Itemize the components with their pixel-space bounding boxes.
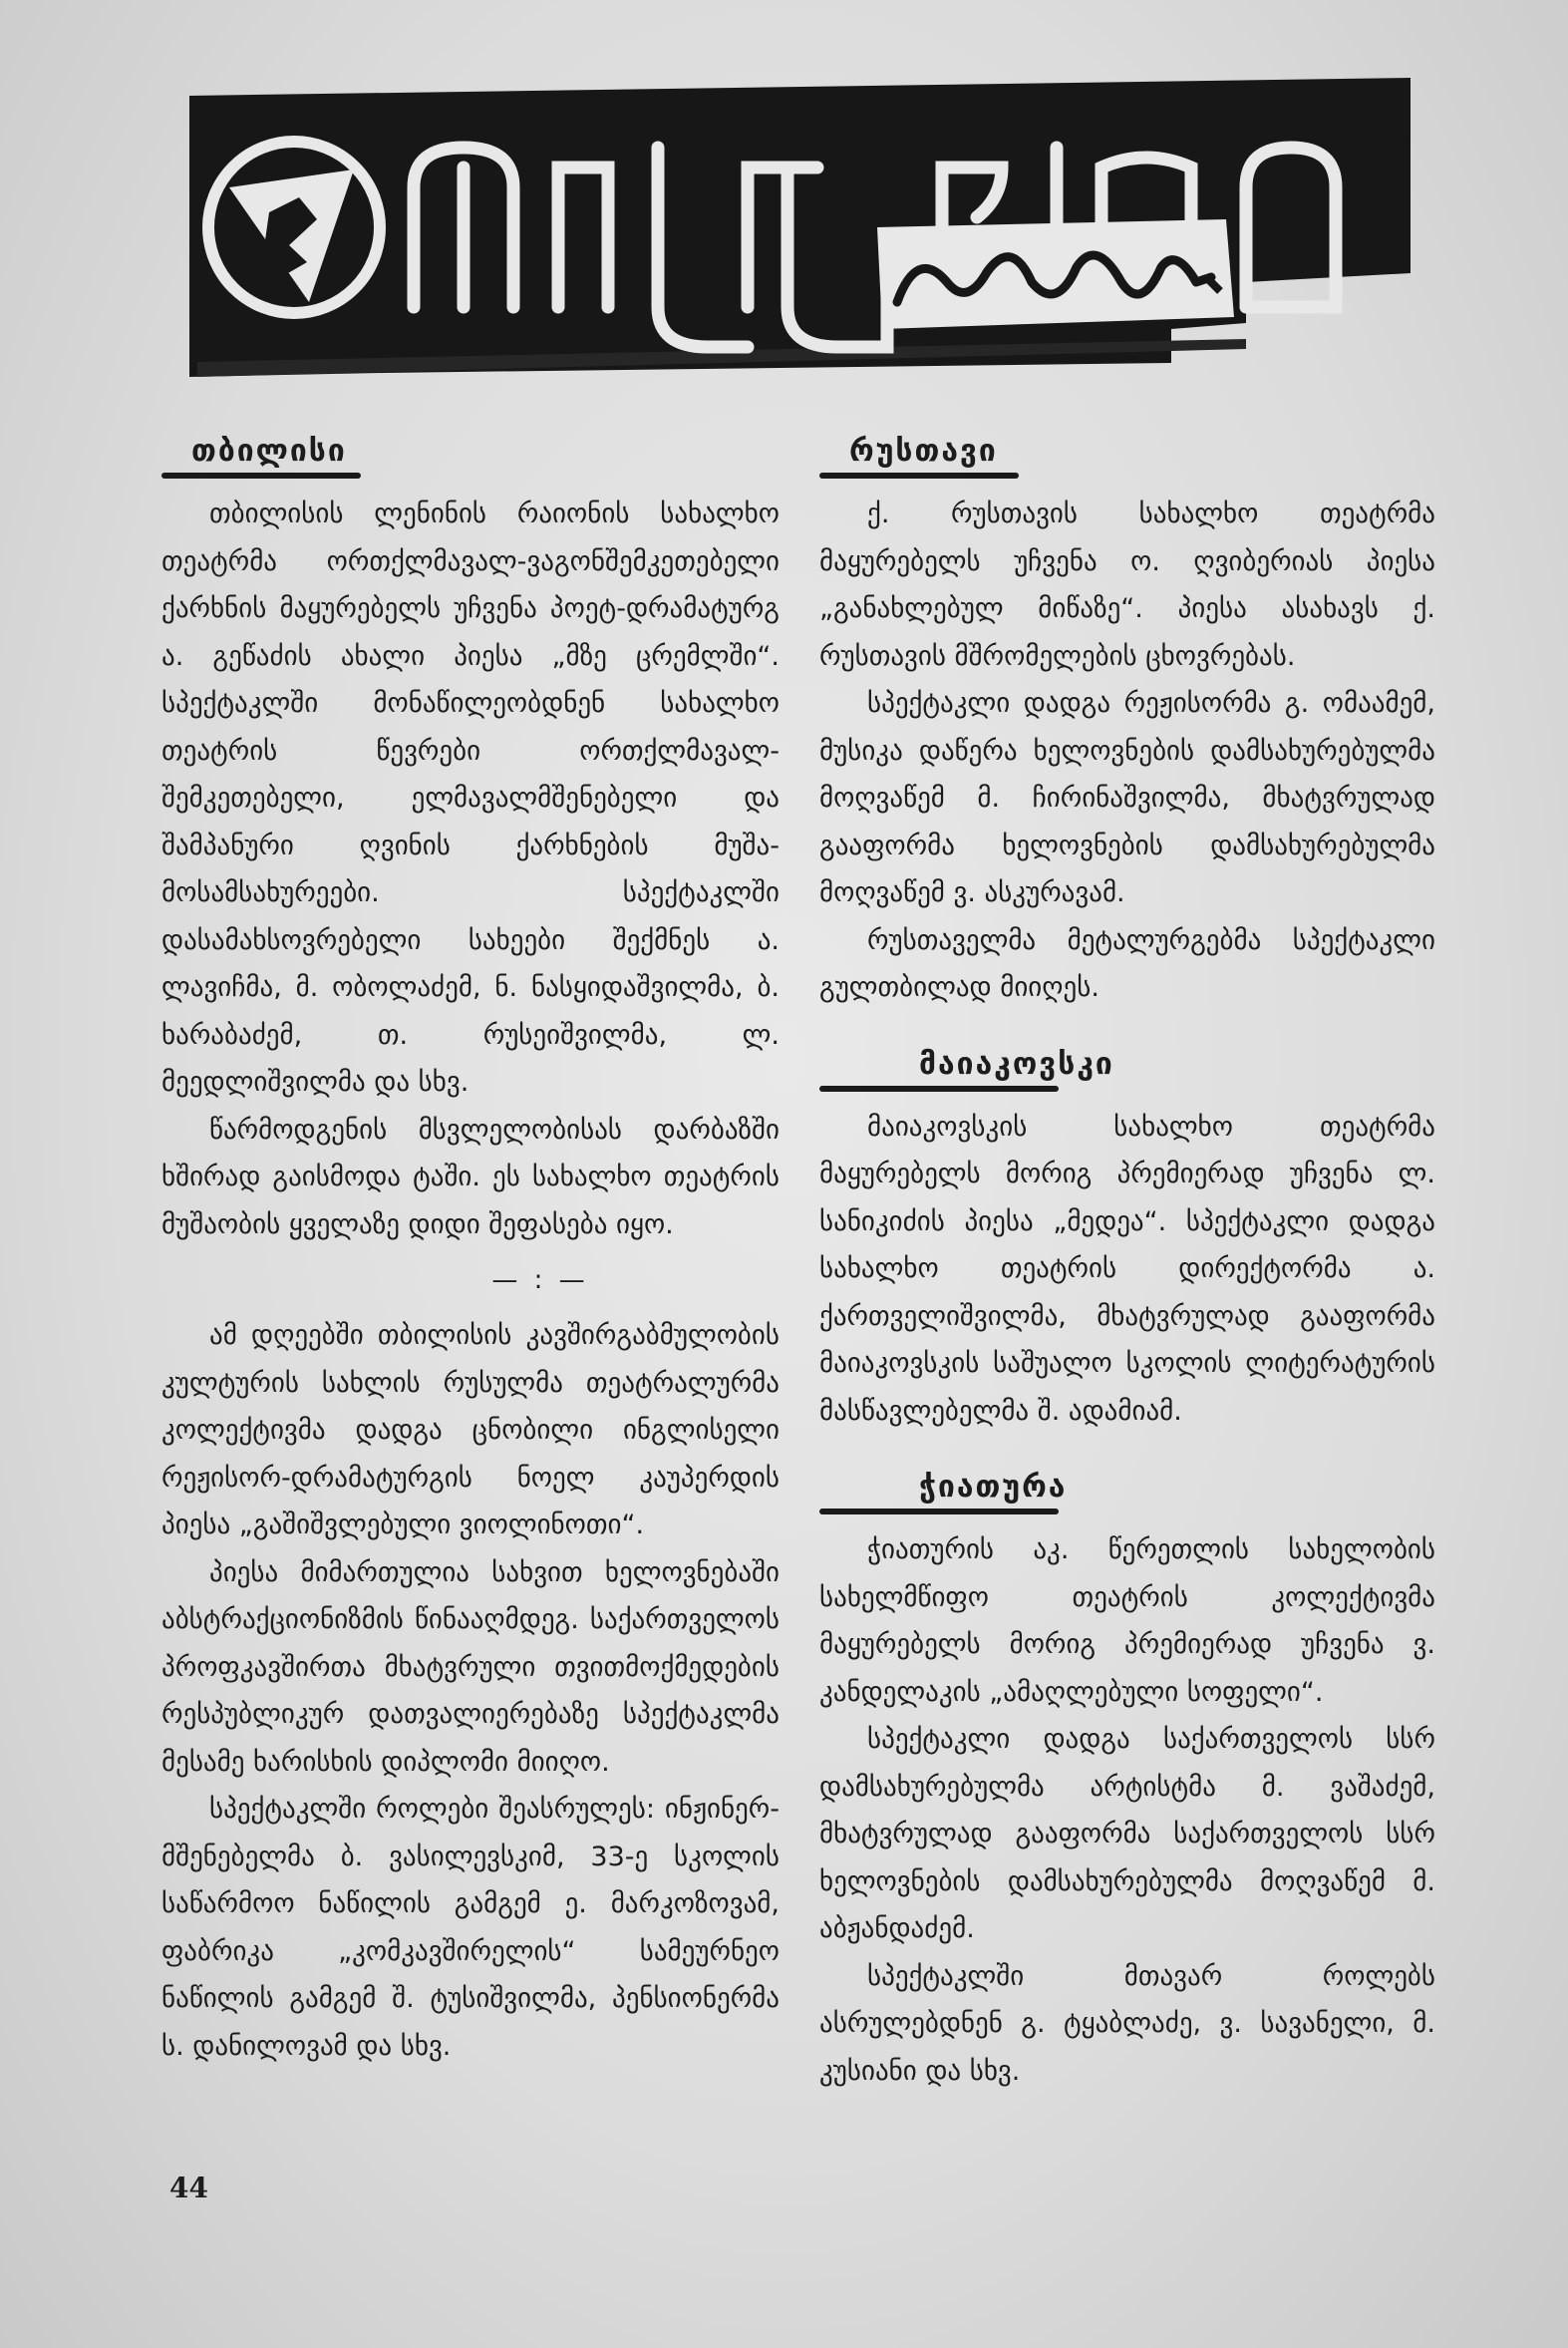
article-paragraph: ქ. რუსთავის სახალხო თეატრმა მაყურებელს უჩვენა ო. ღვიბერიას პიესა „განახლებულ მიწაზე“. პიესა ასახავს ქ. რუსთავის მშრომელების ცხოვრებას.	[819, 499, 1435, 672]
section-chiatura	[819, 1465, 1435, 2095]
article-paragraph: პიესა მიმართულია სახვით ხელოვნებაში აბსტრაქციონიზმის წინააღმდეგ. საქართველოს პროფკავშირთა მხატვრული თვითმოქმედების რესპუბლიკურ დათვალიერებაზე სპექტაკლმა მესამე ხარისხის დიპლომი მიიღო.	[161, 1556, 780, 1778]
article-paragraph: წარმოდგენის მსვლელობისას დარბაზში ხშირად გაისმოდა ტაში. ეს სახალხო თეატრის მუშაობის ყველაზე დიდი შეფასება იყო.	[161, 1114, 780, 1240]
section-title-mayakovsky: მაიაკოვსკი	[819, 1042, 1435, 1104]
article-paragraph: რუსთაველმა მეტალურგებმა სპექტაკლი გულთბილად მიიღეს.	[819, 924, 1435, 1003]
article-paragraph: სპექტაკლი დადგა საქართველოს სსრ დამსახურებულმა არტისტმა მ. ვაშაძემ, მხატვრულად გააფორმა საქართველოს სსრ ხელოვნების დამსახურებულმა მოღვაწემ მ. აბჟანდაძემ.	[819, 1724, 1435, 1944]
article-paragraph: სპექტაკლში როლები შეასრულეს: ინჟინერ-მშენებელმა ბ. ვასილევსკიმ, 33-ე სკოლის საწარმოო ნაწილის გამგემ ე. მარკოზოვამ, ფაბრიკა „კომკავშირელის“ სამეურნეო ნაწილის გამგემ შ. ტუსიშვილმა, პენსიონერმა ს. დანილოვამ და სხვ.	[161, 1794, 780, 2062]
section-divider: — : —	[491, 1265, 589, 1295]
right-column	[819, 429, 1435, 2095]
masthead-banner	[189, 78, 1411, 377]
section-title-chiatura: ჭიათურა	[819, 1465, 1435, 1526]
page-number: 44	[169, 2172, 208, 2204]
article-paragraph: ჭიათურის აკ. წერეთლის სახელობის სახელმწიფო თეატრის კოლექტივმა მაყურებელს მორიგ პრემიერად უჩვენა ვ. კანდელაკის „ამაღლებული სოფელი“.	[819, 1534, 1435, 1708]
article-paragraph: სპექტაკლი დადგა რეჟისორმა გ. ომაამემ, მუსიკა დაწერა ხელოვნების დამსახურებულმა მოღვაწემ მ. ჩირინაშვილმა, მხატვრულად გააფორმა ხელოვნების დამსახურებულმა მოღვაწემ ვ. ასკურავამ.	[819, 688, 1435, 908]
left-column	[161, 429, 780, 2070]
section-rustavi	[819, 429, 1435, 1012]
article-paragraph: მაიაკოვსკის სახალხო თეატრმა მაყურებელს მორიგ პრემიერად უჩვენა ლ. სანიკიძის პიესა „მედეა“. სპექტაკლი დადგა სახალხო თეატრის დირექტორმა ა. ქართველიშვილმა, მხატვრულად გააფორმა მაიაკოვსკის საშუალო სკოლის ლიტერატურის მასწავლებელმა შ. ადამიამ.	[819, 1111, 1435, 1427]
article-paragraph: სპექტაკლში მთავარ როლებს ასრულებდნენ გ. ტყაბლაძე, ვ. სავანელი, მ. კუსიანი და სხვ.	[819, 1960, 1435, 2087]
section-title-tbilisi: თბილისი	[161, 429, 780, 491]
section-title-rustavi: რუსთავი	[819, 429, 1435, 491]
article-paragraph: ამ დღეებში თბილისის კავშირგაბმულობის კულტურის სახლის რუსულმა თეატრალურმა კოლექტივმა დადგა ცნობილი ინგლისელი რეჟისორ-დრამატურგის ნოელ კაუპერდის პიესა „გაშიშვლებული ვიოლინოთი“.	[161, 1320, 780, 1540]
section-mayakovsky	[819, 1042, 1435, 1436]
article-paragraph: თბილისის ლენინის რაიონის სახალხო თეატრმა ორთქლმავალ-ვაგონშემკეთებელი ქარხნის მაყურებელს უჩვენა პოეტ-დრამატურგ ა. გეწაძის ახალი პიესა „მზე ცრემლში“. სპექტაკლში მონაწილეობდნენ სახალხო თეატრის წევრები ორთქლმავალ-შემკეთებელი, ელმავალმშენებელი და შამპანური ღვინის ქარხნების მუშა-მოსამსახურეები. სპექტაკლში დასამახსოვრებელი სახეები შექმნეს ა. ლავიჩმა, მ. ობოლაძემ, ნ. ნასყიდაშვილმა, ბ. ხარაბაძემ, თ. რუსეიშვილმა, ლ. მეედლიშვილმა და სხვ.	[161, 499, 780, 1098]
